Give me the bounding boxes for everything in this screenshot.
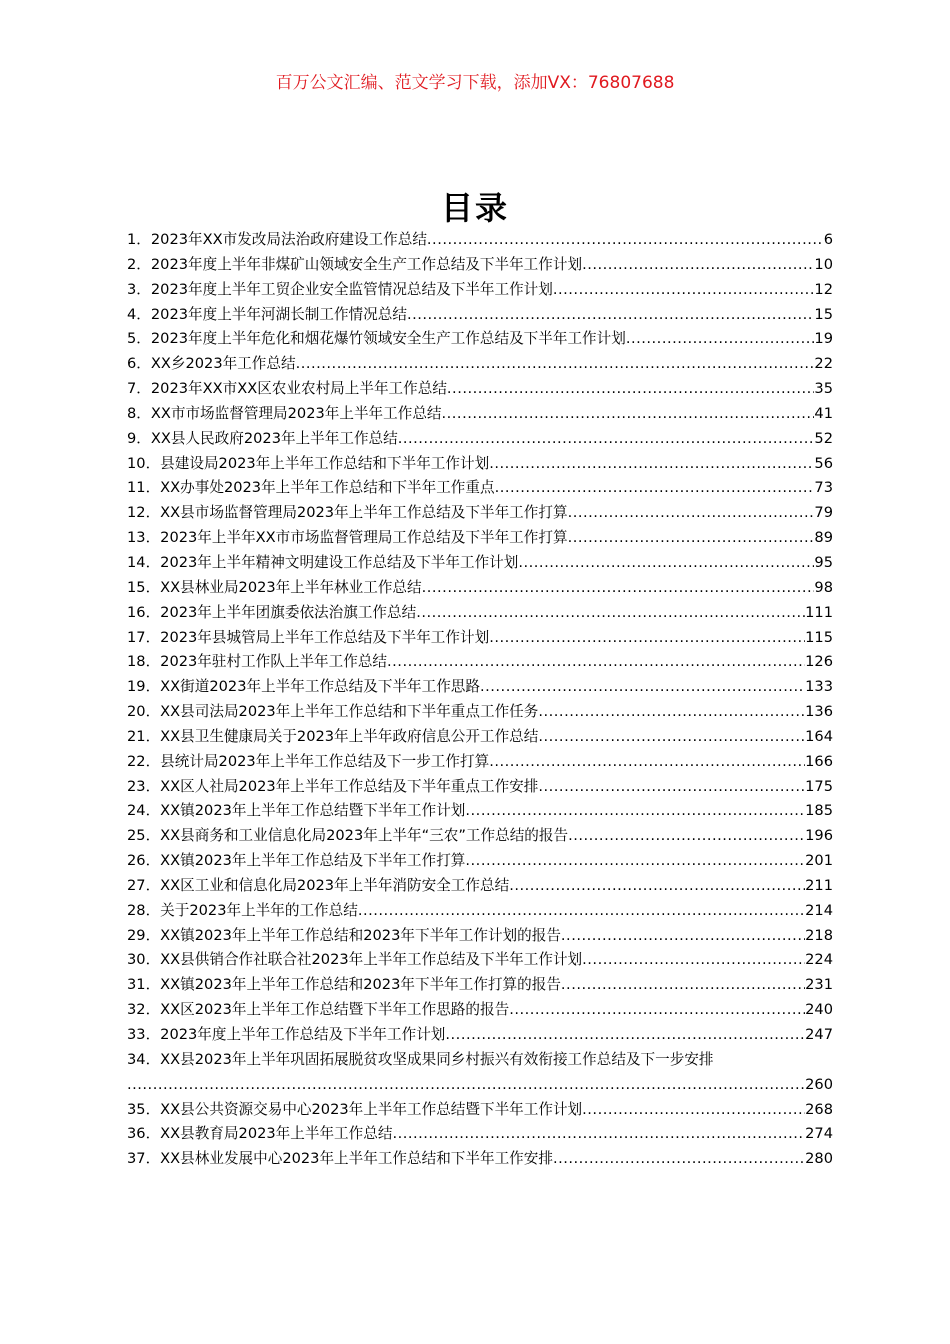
toc-entry-title: 19．XX街道2023年上半年工作总结及下半年工作思路 bbox=[127, 678, 480, 696]
toc-entry[interactable] bbox=[127, 1098, 833, 1123]
toc-leader-dots bbox=[553, 1147, 805, 1172]
toc-leader-dots bbox=[509, 874, 805, 899]
toc-entry[interactable] bbox=[127, 601, 833, 626]
toc-entry[interactable] bbox=[127, 526, 833, 551]
toc-entry-title: 16．2023年上半年团旗委依法治旗工作总结 bbox=[127, 603, 417, 621]
toc-entry-title: 26．XX镇2023年上半年工作总结及下半年工作打算 bbox=[127, 852, 466, 870]
toc-entry-title: 15．XX县林业局2023年上半年林业工作总结 bbox=[127, 578, 422, 596]
toc-entry-page: 10 bbox=[814, 255, 833, 273]
toc-entry-title: 37．XX县林业发展中心2023年上半年工作总结和下半年工作安排 bbox=[127, 1150, 553, 1168]
toc-entry[interactable] bbox=[127, 327, 833, 352]
toc-entry-page: 247 bbox=[805, 1026, 833, 1043]
toc-leader-dots bbox=[465, 799, 805, 824]
toc-leader-dots bbox=[509, 998, 805, 1023]
toc-entry[interactable] bbox=[127, 501, 833, 526]
toc-entry[interactable] bbox=[127, 476, 833, 501]
toc-entry-title: 4．2023年度上半年河湖长制工作情况总结 bbox=[127, 305, 407, 323]
toc-leader-dots bbox=[561, 973, 805, 998]
toc-entry[interactable] bbox=[127, 998, 833, 1023]
toc-entry[interactable] bbox=[127, 452, 833, 477]
toc-entry[interactable] bbox=[127, 253, 833, 278]
toc-entry-page: 164 bbox=[805, 727, 833, 745]
toc-entry-title: 36．XX县教育局2023年上半年工作总结 bbox=[127, 1125, 393, 1143]
toc-entry-title: 24．XX镇2023年上半年工作总结暨下半年工作计划 bbox=[127, 802, 466, 820]
toc-leader-dots bbox=[387, 650, 805, 675]
toc-entry-title: 8．XX市市场监督管理局2023年上半年工作总结 bbox=[127, 404, 442, 422]
toc-leader-dots bbox=[445, 1023, 805, 1048]
toc-leader-dots bbox=[518, 551, 814, 576]
toc-leader-dots bbox=[442, 402, 815, 427]
toc-entry-page: 201 bbox=[805, 852, 833, 870]
toc-leader-dots bbox=[447, 377, 815, 402]
toc-entry[interactable] bbox=[127, 402, 833, 427]
table-of-contents bbox=[127, 228, 833, 1172]
toc-entry[interactable] bbox=[127, 824, 833, 849]
toc-entry-title: 35．XX县公共资源交易中心2023年上半年工作总结暨下半年工作计划 bbox=[127, 1100, 583, 1118]
toc-leader-dots bbox=[489, 626, 805, 651]
toc-entry-title: 32．XX区2023年上半年工作总结暨下半年工作思路的报告 bbox=[127, 1001, 510, 1019]
toc-entry-page: 98 bbox=[814, 578, 833, 596]
toc-leader-dots bbox=[626, 327, 815, 352]
toc-entry-title: 33．2023年度上半年工作总结及下半年工作计划 bbox=[127, 1026, 446, 1043]
toc-entry[interactable] bbox=[127, 427, 833, 452]
toc-entry[interactable] bbox=[127, 1147, 833, 1172]
toc-entry-page: 111 bbox=[805, 603, 833, 621]
toc-entry-page: 35 bbox=[814, 380, 833, 398]
toc-leader-dots bbox=[538, 725, 805, 750]
toc-entry-page: 73 bbox=[814, 479, 833, 497]
toc-entry[interactable] bbox=[127, 278, 833, 303]
toc-entry-page: 89 bbox=[814, 529, 833, 547]
toc-entry[interactable] bbox=[127, 303, 833, 328]
watermark-header: 百万公文汇编、范文学习下载，添加VX：76807688 bbox=[275, 73, 675, 93]
toc-entry[interactable] bbox=[127, 775, 833, 800]
toc-entry-title: 29．XX镇2023年上半年工作总结和2023年下半年工作计划的报告 bbox=[127, 926, 561, 944]
toc-leader-dots bbox=[489, 452, 814, 477]
toc-entry-page: 95 bbox=[814, 553, 833, 571]
toc-entry-page: 260 bbox=[805, 1075, 833, 1093]
toc-leader-dots bbox=[358, 899, 805, 924]
toc-entry-page: 15 bbox=[814, 305, 833, 323]
toc-entry[interactable] bbox=[127, 750, 833, 775]
toc-entry-title: 6．XX乡2023年工作总结 bbox=[127, 355, 296, 373]
toc-entry-page: 218 bbox=[805, 926, 833, 944]
toc-entry-page: 268 bbox=[805, 1100, 833, 1118]
toc-leader-dots bbox=[398, 427, 815, 452]
toc-entry-page: 19 bbox=[814, 330, 833, 348]
toc-entry-title: 34．XX县2023年上半年巩固拓展脱贫攻坚成果同乡村振兴有效衔接工作总结及下一步安排 bbox=[127, 1050, 714, 1068]
toc-entry-title: 5．2023年度上半年危化和烟花爆竹领域安全生产工作总结及下半年工作计划 bbox=[127, 330, 626, 348]
toc-leader-dots bbox=[296, 352, 815, 377]
toc-entry-title: 17．2023年县城管局上半年工作总结及下半年工作计划 bbox=[127, 628, 490, 646]
toc-entry-page: 214 bbox=[805, 901, 833, 919]
toc-leader-dots bbox=[495, 476, 815, 501]
toc-leader-dots bbox=[582, 948, 805, 973]
toc-entry-title: 28．关于2023年上半年的工作总结 bbox=[127, 901, 358, 919]
toc-entry-page: 126 bbox=[805, 653, 833, 671]
toc-entry[interactable] bbox=[127, 1122, 833, 1147]
toc-entry[interactable] bbox=[127, 576, 833, 601]
toc-entry-page: 56 bbox=[814, 454, 833, 472]
toc-leader-dots bbox=[392, 1122, 805, 1147]
toc-entry-page: 280 bbox=[805, 1150, 833, 1168]
toc-leader-dots bbox=[422, 576, 815, 601]
toc-leader-dots bbox=[489, 750, 805, 775]
toc-leader-dots bbox=[480, 675, 805, 700]
toc-entry-title: 31．XX镇2023年上半年工作总结和2023年下半年工作打算的报告 bbox=[127, 976, 561, 994]
toc-entry-title: 3．2023年度上半年工贸企业安全监管情况总结及下半年工作计划 bbox=[127, 280, 553, 298]
toc-leader-dots bbox=[561, 924, 805, 949]
toc-entry-title: 13．2023年上半年XX市市场监督管理局工作总结及下半年工作打算 bbox=[127, 529, 568, 547]
toc-entry[interactable] bbox=[127, 1048, 833, 1098]
toc-entry-title: 22．县统计局2023年上半年工作总结及下一步工作打算 bbox=[127, 752, 490, 770]
toc-entry[interactable] bbox=[127, 899, 833, 924]
toc-entry-page: 196 bbox=[805, 827, 833, 845]
toc-entry[interactable] bbox=[127, 849, 833, 874]
toc-entry[interactable] bbox=[127, 1023, 833, 1048]
toc-entry-page: 52 bbox=[814, 429, 833, 447]
toc-entry-title: 23．XX区人社局2023年上半年工作总结及下半年重点工作安排 bbox=[127, 777, 539, 795]
page-title: 目录 bbox=[440, 189, 509, 227]
toc-leader-dots bbox=[416, 601, 805, 626]
toc-entry-title: 2．2023年度上半年非煤矿山领域安全生产工作总结及下半年工作计划 bbox=[127, 255, 583, 273]
toc-entry[interactable] bbox=[127, 700, 833, 725]
toc-entry[interactable] bbox=[127, 725, 833, 750]
toc-entry[interactable] bbox=[127, 377, 833, 402]
toc-entry-title: 11．XX办事处2023年上半年工作总结和下半年工作重点 bbox=[127, 479, 495, 497]
toc-leader-dots bbox=[127, 1073, 805, 1098]
toc-leader-dots bbox=[582, 253, 814, 278]
toc-entry[interactable] bbox=[127, 948, 833, 973]
toc-leader-dots bbox=[465, 849, 805, 874]
toc-entry[interactable] bbox=[127, 626, 833, 651]
toc-entry-page: 22 bbox=[814, 355, 833, 373]
toc-leader-dots bbox=[568, 526, 815, 551]
toc-entry-title: 25．XX县商务和工业信息化局2023年上半年“三农”工作总结的报告 bbox=[127, 827, 569, 845]
toc-leader-dots bbox=[568, 824, 805, 849]
toc-leader-dots bbox=[568, 501, 815, 526]
toc-leader-dots bbox=[538, 775, 805, 800]
toc-entry[interactable] bbox=[127, 799, 833, 824]
toc-entry-page: 211 bbox=[805, 876, 833, 894]
toc-entry-page: 133 bbox=[805, 678, 833, 696]
toc-entry[interactable] bbox=[127, 874, 833, 899]
toc-entry[interactable] bbox=[127, 973, 833, 998]
toc-leader-dots bbox=[553, 278, 815, 303]
toc-entry[interactable] bbox=[127, 228, 833, 253]
toc-entry-page: 6 bbox=[823, 231, 833, 248]
toc-entry-page: 41 bbox=[814, 404, 833, 422]
toc-entry[interactable] bbox=[127, 352, 833, 377]
toc-entry-page: 231 bbox=[805, 976, 833, 994]
toc-entry-title: 18．2023年驻村工作队上半年工作总结 bbox=[127, 653, 388, 671]
toc-entry-page: 115 bbox=[805, 628, 833, 646]
toc-entry-title: 20．XX县司法局2023年上半年工作总结和下半年重点工作任务 bbox=[127, 703, 539, 721]
toc-entry-page: 136 bbox=[805, 703, 833, 721]
toc-leader-dots bbox=[407, 303, 814, 328]
toc-entry-page: 12 bbox=[814, 280, 833, 298]
toc-entry-title: 1．2023年XX市发改局法治政府建设工作总结 bbox=[127, 231, 427, 248]
toc-entry-page: 79 bbox=[814, 504, 833, 522]
toc-entry-page: 175 bbox=[805, 777, 833, 795]
toc-entry-title: 14．2023年上半年精神文明建设工作总结及下半年工作计划 bbox=[127, 553, 519, 571]
toc-entry-title: 10．县建设局2023年上半年工作总结和下半年工作计划 bbox=[127, 454, 490, 472]
toc-entry-title: 30．XX县供销合作社联合社2023年上半年工作总结及下半年工作计划 bbox=[127, 951, 583, 969]
toc-entry[interactable] bbox=[127, 924, 833, 949]
toc-entry-page: 224 bbox=[805, 951, 833, 969]
toc-entry-page: 166 bbox=[805, 752, 833, 770]
toc-entry[interactable] bbox=[127, 675, 833, 700]
toc-leader-dots bbox=[427, 228, 824, 253]
toc-leader-dots bbox=[582, 1098, 805, 1123]
toc-entry-page: 240 bbox=[805, 1001, 833, 1019]
toc-entry[interactable] bbox=[127, 551, 833, 576]
toc-entry-title: 7．2023年XX市XX区农业农村局上半年工作总结 bbox=[127, 380, 447, 398]
toc-entry[interactable] bbox=[127, 650, 833, 675]
toc-entry-title: 21．XX县卫生健康局关于2023年上半年政府信息公开工作总结 bbox=[127, 727, 539, 745]
toc-leader-dots bbox=[538, 700, 805, 725]
toc-entry-page: 274 bbox=[805, 1125, 833, 1143]
toc-entry-title: 12．XX县市场监督管理局2023年上半年工作总结及下半年工作打算 bbox=[127, 504, 568, 522]
toc-entry-title: 9．XX县人民政府2023年上半年工作总结 bbox=[127, 429, 398, 447]
toc-entry-page: 185 bbox=[805, 802, 833, 820]
toc-entry-title: 27．XX区工业和信息化局2023年上半年消防安全工作总结 bbox=[127, 876, 510, 894]
